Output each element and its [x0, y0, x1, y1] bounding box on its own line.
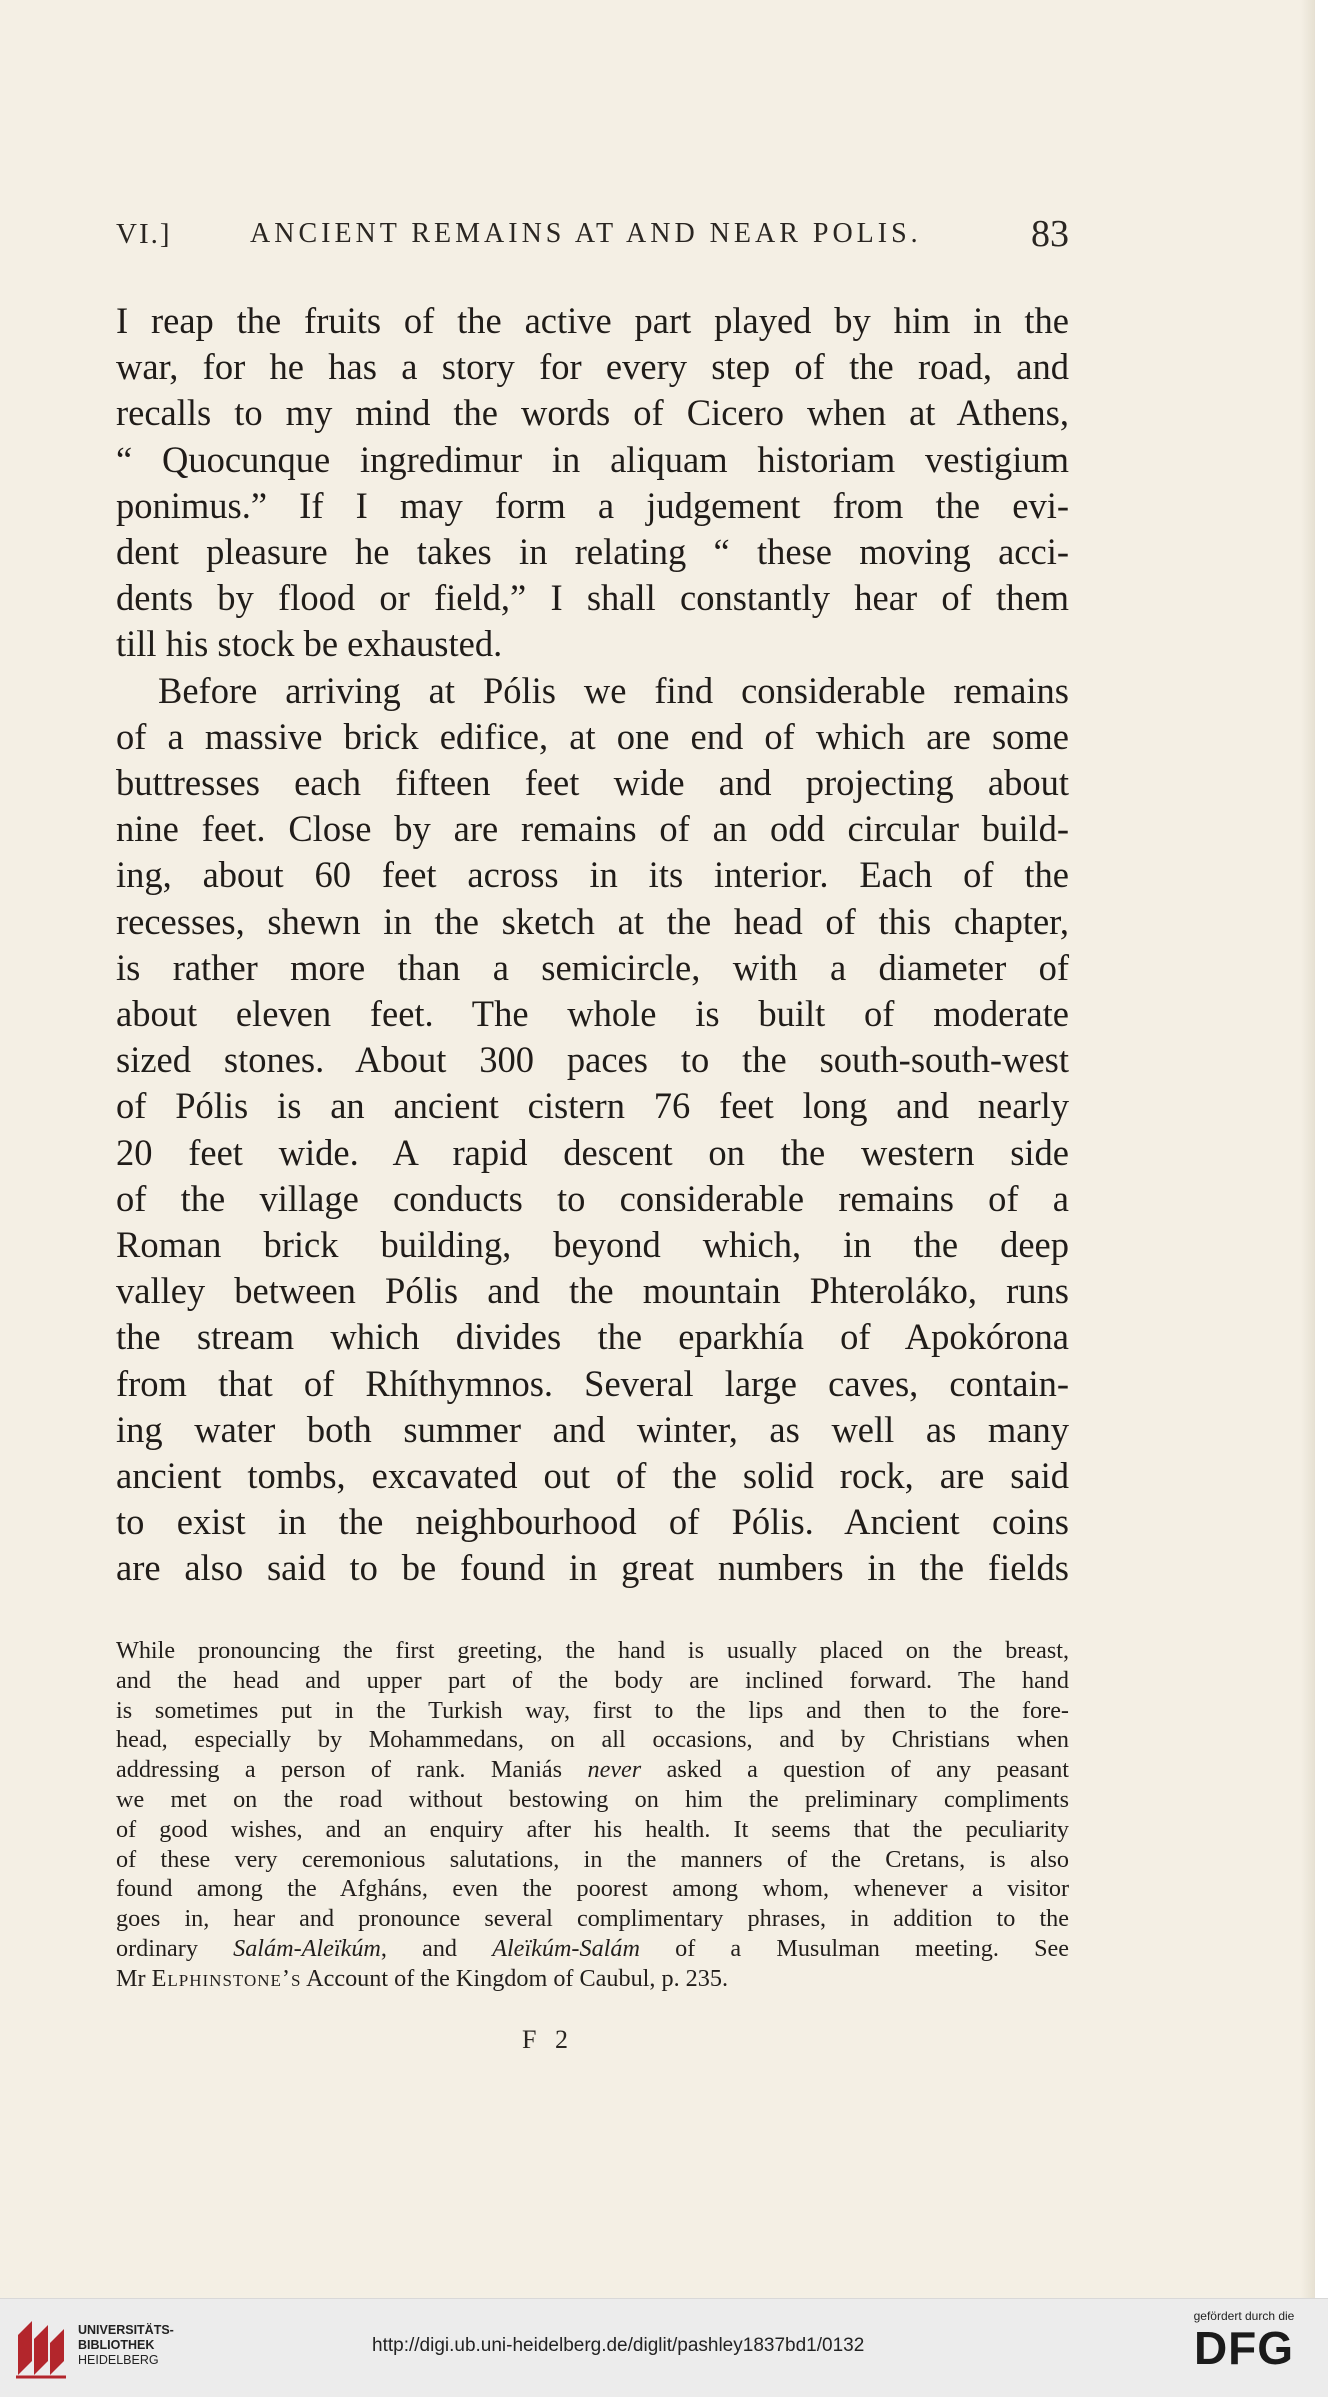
footnote-text: Mr	[116, 1964, 152, 1992]
text-line: ing, about 60 feet across in its interior. Each of the	[116, 854, 1069, 896]
text-line: Roman brick building, beyond which, in the deep	[116, 1224, 1069, 1266]
library-seal-icon	[14, 2315, 70, 2379]
text-line: about eleven feet. The whole is built of moderate	[116, 993, 1069, 1035]
footnote-line	[116, 1755, 1069, 1785]
text-line: from that of Rhíthymnos. Several large caves, contain-	[116, 1362, 1069, 1404]
text-line: ing water both summer and winter, as well as many	[116, 1408, 1069, 1450]
footnote-emphasis: never	[587, 1756, 642, 1784]
text-line: I reap the fruits of the active part played by him in the	[116, 300, 1069, 341]
paragraph-1	[116, 298, 1069, 668]
footnote-text: addressing a person of rank. Maniás	[116, 1756, 588, 1784]
text-line: Before arriving at Pólis we find considerable remains	[158, 669, 1069, 711]
text-line: nine feet. Close by are remains of an odd circular build-	[116, 808, 1069, 850]
library-name-line: BIBLIOTHEK	[78, 2338, 155, 2352]
signature-mark: F 2	[522, 2025, 574, 2054]
paragraph-2	[116, 668, 1069, 1592]
text-line: valley between Pólis and the mountain Phteroláko, runs	[116, 1270, 1069, 1312]
text-line: till his stock be exhausted.	[116, 623, 503, 665]
footnote-line: we met on the road without bestowing on him the preliminary compliments	[116, 1785, 1069, 1813]
text-line: dents by flood or field,” I shall constantly hear of them	[116, 577, 1069, 619]
permalink-url[interactable]: http://digi.ub.uni-heidelberg.de/diglit/pashley1837bd1/0132	[372, 2335, 865, 2356]
text-line: is rather more than a semicircle, with a diameter of	[116, 946, 1069, 988]
funder-caption: gefördert durch die	[1193, 2309, 1295, 2323]
footnote-text: ordinary	[116, 1934, 234, 1962]
footnote-line: head, especially by Mohammedans, on all occasions, and by Christians when	[116, 1726, 1069, 1754]
footnote-line	[116, 1964, 1069, 1994]
text-line: dent pleasure he takes in relating “ these moving acci-	[116, 531, 1069, 573]
running-title: ANCIENT REMAINS AT AND NEAR POLIS.	[250, 218, 922, 249]
dfg-logo[interactable]	[1174, 2309, 1314, 2389]
footnote-line: found among the Afgháns, even the poorest among whom, whenever a visitor	[116, 1875, 1069, 1903]
footnote-emphasis: Aleïkúm-Salám	[492, 1934, 640, 1962]
library-logo[interactable]	[14, 2313, 184, 2383]
library-name-line: HEIDELBERG	[78, 2353, 159, 2367]
text-line: the stream which divides the eparkhía of Apokórona	[116, 1316, 1069, 1358]
text-line: of the village conducts to considerable remains of a	[116, 1177, 1069, 1219]
text-line: buttresses each fifteen feet wide and projecting about	[116, 762, 1069, 804]
footnote-line: of good wishes, and an enquiry after his health. It seems that the peculiarity	[116, 1815, 1069, 1843]
text-line: recesses, shewn in the sketch at the head of this chapter,	[116, 900, 1069, 942]
footnote-line: is sometimes put in the Turkish way, first to the lips and then to the fore-	[116, 1696, 1069, 1724]
footnote-line: goes in, hear and pronounce several complimentary phrases, in addition to the	[116, 1905, 1069, 1933]
footnote-line: and the head and upper part of the body are inclined forward. The hand	[116, 1666, 1069, 1694]
text-line: to exist in the neighbourhood of Pólis. Ancient coins	[116, 1501, 1069, 1543]
footnote	[116, 1636, 1069, 1994]
running-header	[116, 212, 1069, 262]
footnote-emphasis: Salám-Aleïkúm	[233, 1934, 381, 1962]
footnote-line: While pronouncing the first greeting, the hand is usually placed on the breast,	[116, 1637, 1069, 1664]
text-line: recalls to my mind the words of Cicero when at Athens,	[116, 392, 1069, 434]
text-line: of a massive brick edifice, at one end of which are some	[116, 715, 1069, 757]
footnote-text: Account of the Kingdom of Caubul, p. 235.	[301, 1964, 729, 1992]
author-name: Elphinstone’s	[151, 1964, 302, 1992]
footnote-text: asked a question of any peasant	[641, 1756, 1070, 1784]
body-text	[116, 298, 1069, 1592]
library-name	[78, 2323, 174, 2368]
text-line: ancient tombs, excavated out of the solid rock, are said	[116, 1455, 1069, 1497]
page-number: 83	[1031, 213, 1069, 255]
text-line: “ Quocunque ingredimur in aliquam historiam vestigium	[116, 438, 1069, 480]
footnote-line: of these very ceremonious salutations, in the manners of the Cretans, is also	[116, 1845, 1069, 1873]
text-line: war, for he has a story for every step of the road, and	[116, 346, 1069, 388]
chapter-marker: VI.]	[116, 218, 172, 250]
text-line: are also said to be found in great numbers in the fields	[116, 1547, 1069, 1589]
footnote-line	[116, 1934, 1069, 1964]
footnote-text: of a Musulman meeting. See	[639, 1934, 1069, 1962]
text-line: of Pólis is an ancient cistern 76 feet long and nearly	[116, 1085, 1069, 1127]
library-name-line: UNIVERSITÄTS-	[78, 2323, 174, 2337]
text-line: ponimus.” If I may form a judgement from the evi-	[116, 484, 1069, 526]
footnote-text: , and	[380, 1934, 493, 1962]
viewer-footer-bar	[0, 2298, 1328, 2397]
text-line: sized stones. About 300 paces to the south-south-west	[116, 1039, 1069, 1081]
funder-logo-text: DFG	[1193, 2322, 1295, 2374]
text-line: 20 feet wide. A rapid descent on the western side	[116, 1131, 1069, 1173]
